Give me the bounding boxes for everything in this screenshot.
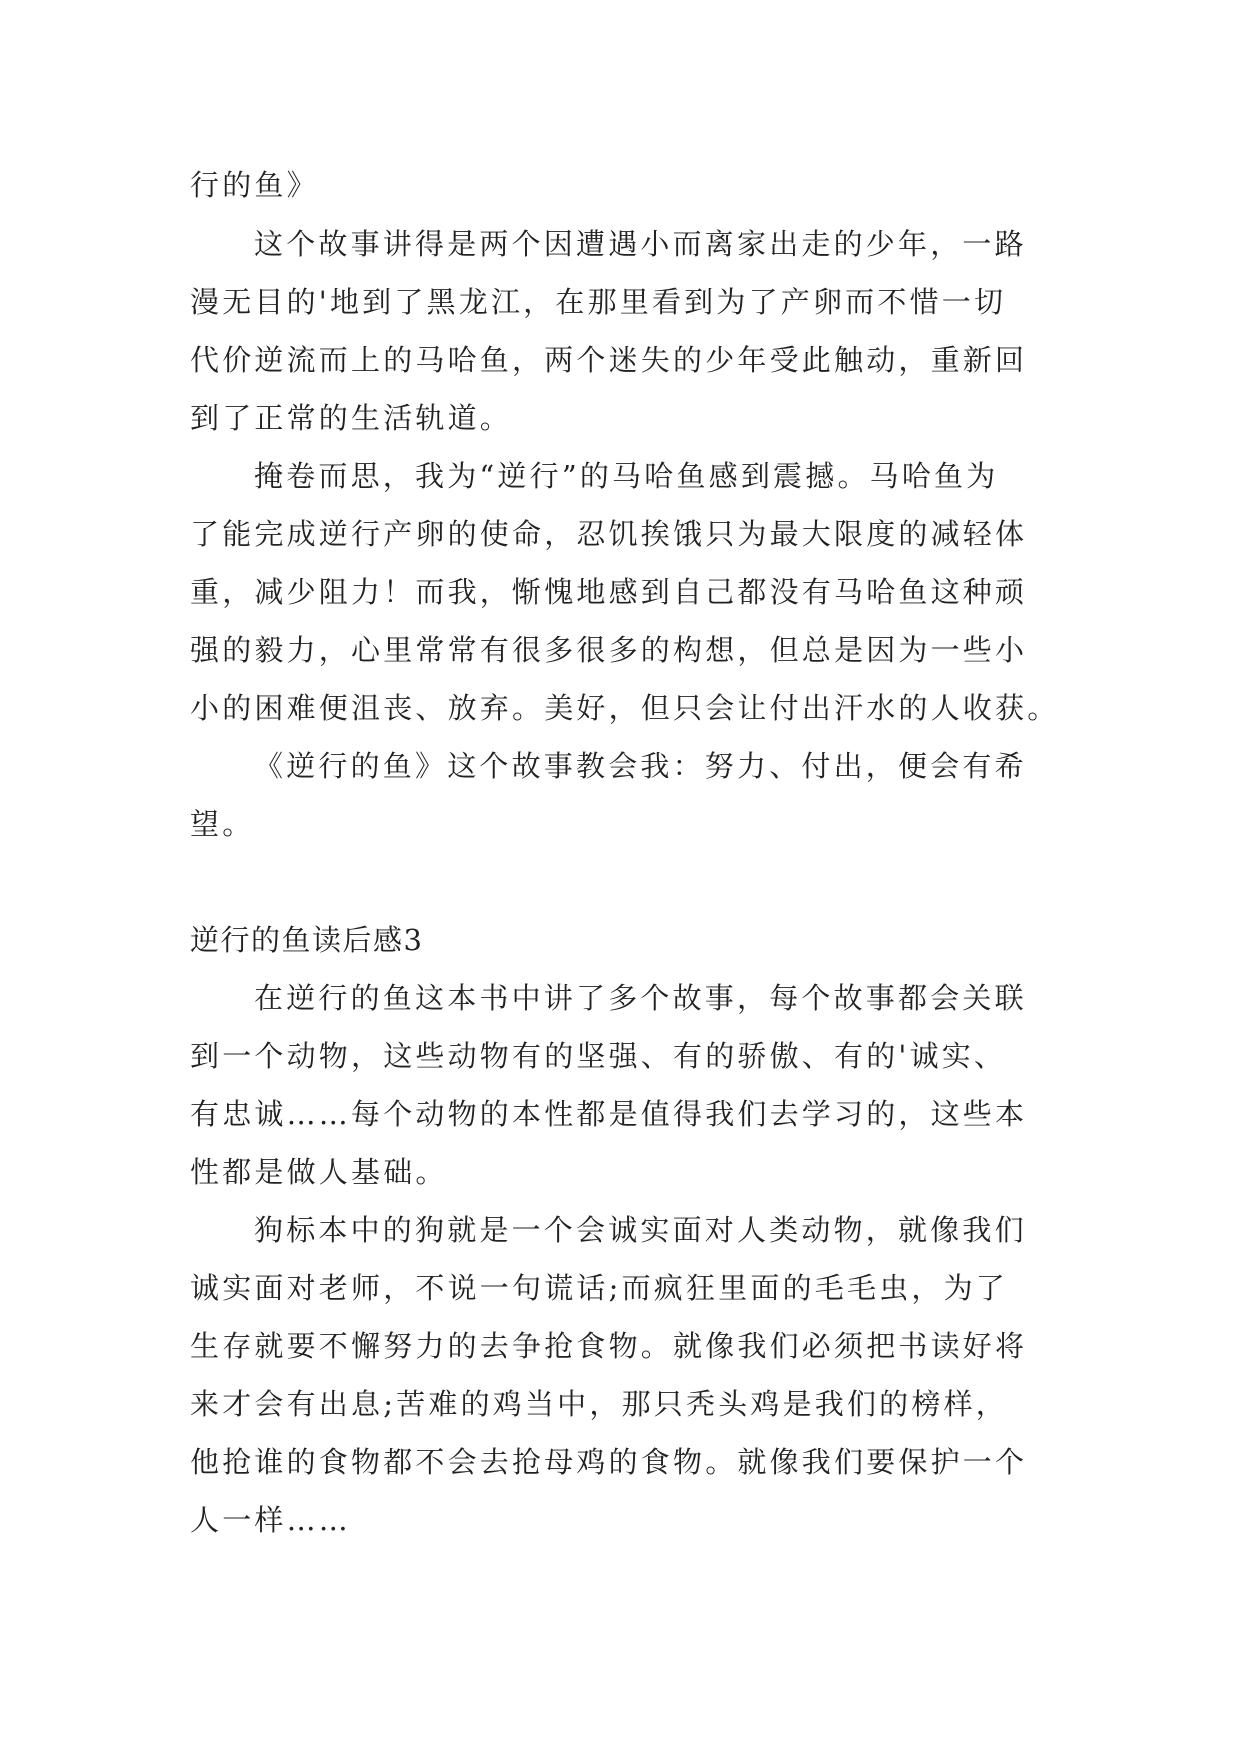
paragraph-4-line-3: 有忠诚……每个动物的本性都是值得我们去学习的，这些本 (190, 1097, 1028, 1131)
paragraph-1-line-3: 代价逆流而上的马哈鱼，两个迷失的少年受此触动，重新回 (190, 343, 1028, 377)
paragraph-2-line-1: 掩卷而思，我为“逆行”的马哈鱼感到震撼。马哈鱼为 (254, 459, 999, 493)
paragraph-1-line-1: 这个故事讲得是两个因遭遇小而离家出走的少年，一路 (254, 227, 1027, 261)
paragraph-2-line-3: 重，减少阻力！而我，惭愧地感到自己都没有马哈鱼这种顽 (190, 575, 1028, 609)
paragraph-4-line-4: 性都是做人基础。 (190, 1155, 448, 1189)
paragraph-1-line-2: 漫无目的'地到了黑龙江，在那里看到为了产卵而不惜一切 (190, 285, 1007, 319)
paragraph-3-line-1: 《逆行的鱼》这个故事教会我：努力、付出，便会有希 (254, 749, 1027, 783)
paragraph-2-line-5: 小的困难便沮丧、放弃。美好，但只会让付出汗水的人收获。 (190, 691, 1060, 725)
paragraph-5-line-6: 人一样…… (190, 1503, 352, 1537)
paragraph-3-line-2: 望。 (190, 807, 255, 841)
paragraph-5-line-3: 生存就要不懈努力的去争抢食物。就像我们必须把书读好将 (190, 1329, 1028, 1363)
paragraph-5-line-2: 诚实面对老师，不说一句谎话;而疯狂里面的毛毛虫，为了 (190, 1271, 1008, 1305)
paragraph-5-line-5: 他抢谁的食物都不会去抢母鸡的食物。就像我们要保护一个 (190, 1445, 1028, 1479)
paragraph-2-line-2: 了能完成逆行产卵的使命，忍饥挨饿只为最大限度的减轻体 (190, 517, 1028, 551)
paragraph-2-line-4: 强的毅力，心里常常有很多很多的构想，但总是因为一些小 (190, 633, 1028, 667)
paragraph-1-line-4: 到了正常的生活轨道。 (190, 401, 513, 435)
paragraph-4-line-1: 在逆行的鱼这本书中讲了多个故事，每个故事都会关联 (254, 981, 1027, 1015)
paragraph-5-line-1: 狗标本中的狗就是一个会诚实面对人类动物，就像我们 (254, 1213, 1027, 1247)
paragraph-5-line-4: 来才会有出息;苦难的鸡当中，那只秃头鸡是我们的榜样， (190, 1387, 1008, 1421)
section-title: 逆行的鱼读后感3 (190, 923, 424, 957)
title-continuation: 行的鱼》 (190, 168, 319, 202)
paragraph-4-line-2: 到一个动物，这些动物有的坚强、有的骄傲、有的'诚实、 (190, 1039, 1007, 1073)
